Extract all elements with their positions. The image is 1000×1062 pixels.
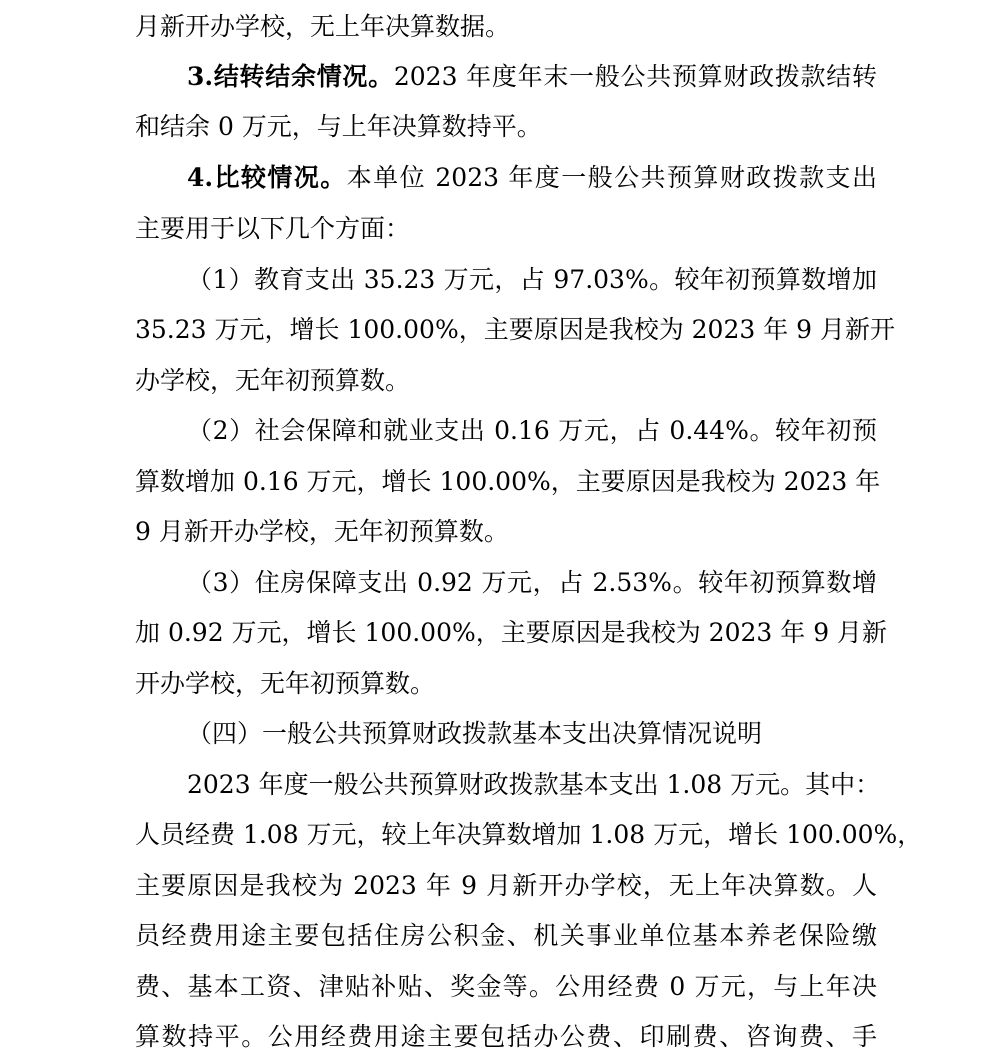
text-line: （2）社会保障和就业支出 0.16 万元，占 0.44%。较年初预: [187, 416, 877, 445]
text-line: 主要原因是我校为 2023 年 9 月新开办学校，无上年决算数。人: [135, 871, 877, 900]
text-line: 办学校，无年初预算数。: [135, 366, 411, 395]
text-line: 主要用于以下几个方面：: [135, 214, 411, 243]
text-line: 员经费用途主要包括住房公积金、机关事业单位基本养老保险缴: [135, 921, 877, 950]
paragraph-text: 本单位 2023 年度一般公共预算财政拨款支出: [346, 163, 877, 192]
item-2-line-1: [0, 405, 1000, 456]
paragraph-3-line-1: [0, 152, 1000, 203]
section-4-line-4: [0, 910, 1000, 961]
item-3-line-2: [0, 607, 1000, 658]
section-4-line-6: [0, 1011, 1000, 1062]
text-line: [187, 51, 877, 102]
paragraph-label: 4.比较情况。: [187, 163, 347, 192]
text-line: 开办学校，无年初预算数。: [135, 669, 436, 698]
item-3-line-3: [0, 658, 1000, 709]
item-3-line-1: [0, 557, 1000, 608]
paragraph-text: 2023 年度年末一般公共预算财政拨款结转: [393, 62, 877, 91]
paragraph-1-line: [0, 1, 1000, 52]
section-4-line-1: [0, 759, 1000, 810]
section-heading: （四）一般公共预算财政拨款基本支出决算情况说明: [187, 719, 763, 748]
paragraph-label: 3.结转结余情况。: [187, 62, 394, 91]
section-4-line-3: [0, 860, 1000, 911]
text-line: 和结余 0 万元，与上年决算数持平。: [135, 112, 542, 141]
item-1-line-3: [0, 355, 1000, 406]
text-line: [187, 152, 877, 203]
section-4-line-5: [0, 961, 1000, 1012]
item-2-line-2: [0, 456, 1000, 507]
text-line: 35.23 万元，增长 100.00%，主要原因是我校为 2023 年 9 月新开: [135, 315, 896, 344]
item-1-line-2: [0, 304, 1000, 355]
item-2-line-3: [0, 506, 1000, 557]
section-4-heading-line: [0, 708, 1000, 759]
section-4-line-2: [0, 809, 1000, 860]
text-line: （3）住房保障支出 0.92 万元，占 2.53%。较年初预算数增: [187, 568, 877, 597]
paragraph-2-line-1: [0, 51, 1000, 102]
text-line: 加 0.92 万元，增长 100.00%，主要原因是我校为 2023 年 9 月新: [135, 618, 888, 647]
text-line: 2023 年度一般公共预算财政拨款基本支出 1.08 万元。其中：: [187, 770, 881, 799]
text-line: 月新开办学校，无上年决算数据。: [135, 12, 511, 41]
text-line: 算数增加 0.16 万元，增长 100.00%，主要原因是我校为 2023 年: [135, 467, 881, 496]
text-line: 9 月新开办学校，无年初预算数。: [135, 517, 509, 546]
paragraph-3-line-2: [0, 203, 1000, 254]
text-line: 人员经费 1.08 万元，较上年决算数增加 1.08 万元，增长 100.00%，: [135, 820, 923, 849]
paragraph-2-line-2: [0, 101, 1000, 152]
item-1-line-1: [0, 254, 1000, 305]
text-line: 费、基本工资、津贴补贴、奖金等。公用经费 0 万元，与上年决: [135, 972, 877, 1001]
text-line: 算数持平。公用经费用途主要包括办公费、印刷费、咨询费、手: [135, 1022, 877, 1051]
text-line: （1）教育支出 35.23 万元，占 97.03%。较年初预算数增加: [187, 265, 877, 294]
